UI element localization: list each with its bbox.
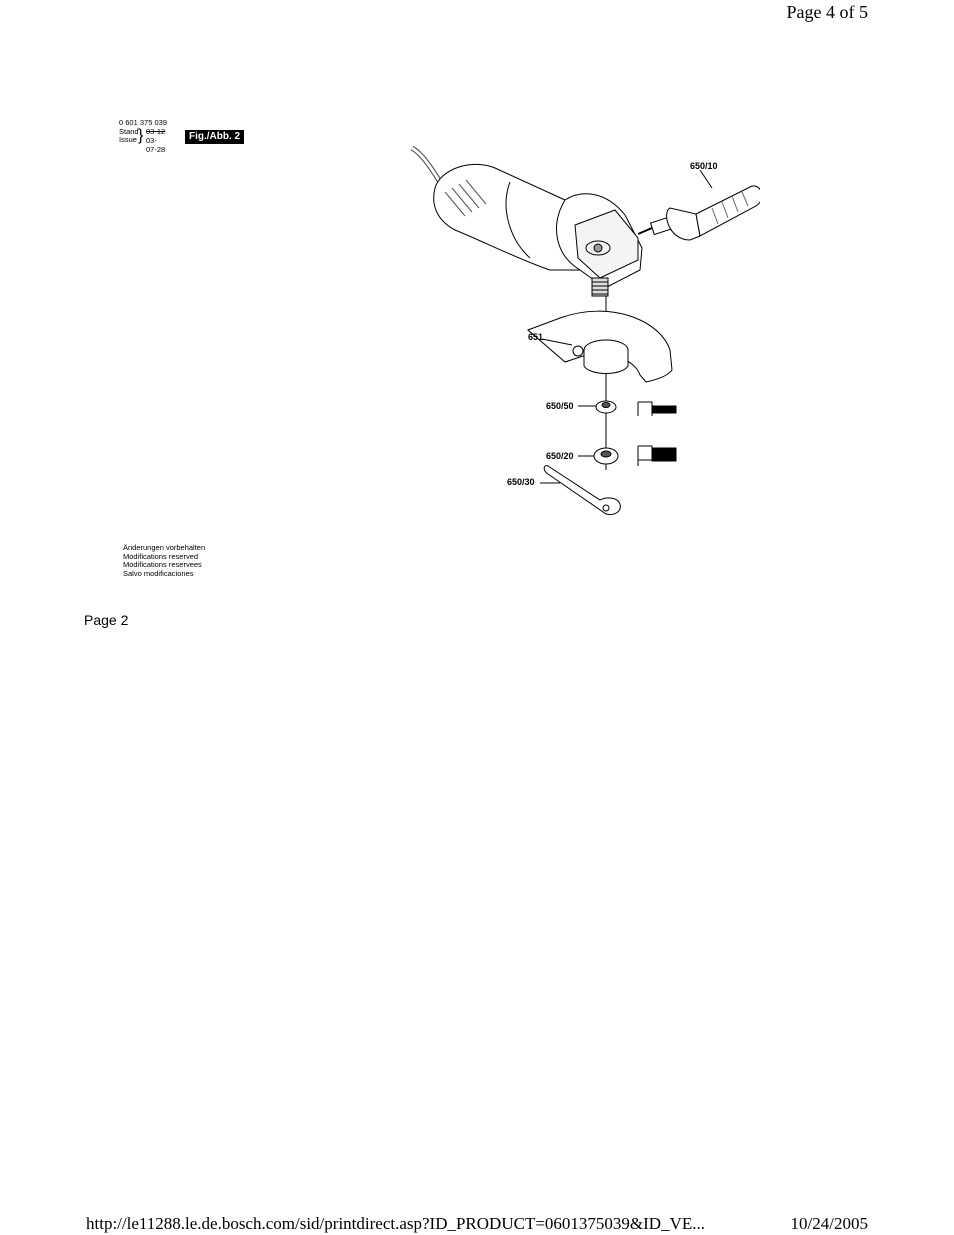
footer-date: 10/24/2005 (790, 1214, 868, 1233)
part-label-651: 651 (528, 332, 544, 342)
exploded-parts-diagram (400, 130, 760, 530)
figure-label: Fig./Abb. 2 (185, 130, 244, 144)
handle-flange (667, 208, 700, 240)
spindle (592, 278, 608, 296)
modifications-notice (123, 544, 205, 578)
stand-date-crossed: 03-12 (146, 127, 166, 136)
modifications-line-de: Änderungen vorbehalten (123, 543, 206, 552)
page-counter: Page 4 of 5 (786, 2, 868, 22)
stand-label: Stand (119, 126, 139, 136)
brace-icon: } (138, 127, 144, 144)
modifications-line-es: Salvo modificaciones (123, 568, 194, 578)
product-number: 0 601 375 039 (119, 118, 167, 127)
modifications-line-fr: Modifications reservees (123, 560, 202, 569)
part-label-650-30: 650/30 (507, 477, 535, 487)
leader-650-10 (700, 170, 712, 188)
modifications-line-en: Modifications reserved (123, 551, 199, 561)
issue-label: Issue (119, 135, 137, 144)
part-label-650-50: 650/50 (546, 401, 574, 411)
angle-grinder-drawing (400, 130, 760, 530)
part-label-650-20: 650/20 (546, 451, 574, 461)
part-label-650-10: 650/10 (690, 161, 718, 171)
page-label: Page 2 (84, 612, 129, 628)
footer-url-link[interactable]: http://le11288.le.de.bosch.com/sid/printdirect.asp?ID_PRODUCT=0601375039&ID_VE... (86, 1214, 705, 1233)
document-meta (119, 118, 167, 154)
guard-clamp-screw (573, 346, 583, 356)
handle-grip (696, 186, 760, 236)
issue-date: 03-07-28 (146, 136, 166, 154)
